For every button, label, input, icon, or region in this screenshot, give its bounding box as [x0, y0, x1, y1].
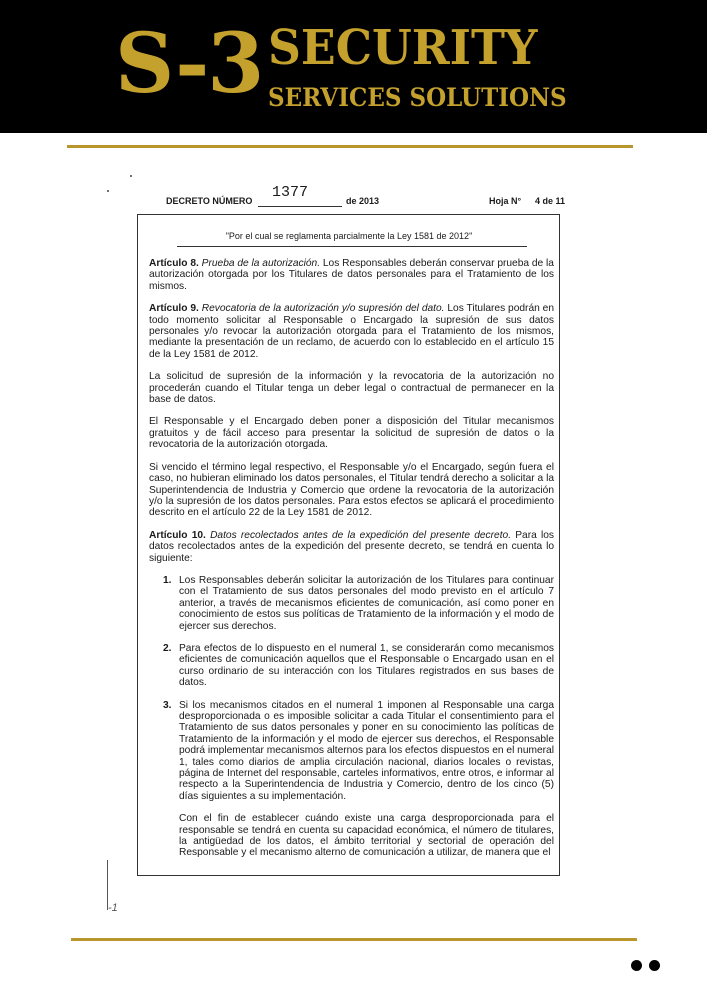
decree-subtitle: "Por el cual se reglamenta parcialmente la Ley 1581 de 2012" [225, 231, 473, 241]
divider-top [67, 145, 633, 148]
page-dot-icon[interactable] [631, 960, 642, 971]
article-label: Artículo 8. [149, 258, 199, 269]
article-label: Artículo 10. [149, 529, 206, 541]
logo-services-text: SERVICES SOLUTIONS [268, 83, 567, 112]
list-number: 3. [163, 699, 172, 711]
paragraph: Si vencido el término legal respectivo, el Responsable y/o el Encargado, según fuera el caso, no hubieran eliminado los datos personales, el Titular tendrá derecho a solicitar a la Superintendencia de Industria y Comercio que ordene la revocatoria de la autorización y/o la supresión de los datos personales. Para estos efectos se aplicará el procedimiento descrito en el artículo 22 de la Ley 1581 de 2012. [149, 461, 554, 519]
paragraph: La solicitud de supresión de la información y la revocatoria de la autorización no procederán cuando el Titular tenga un deber legal o contractual de permanecer en la base de datos. [149, 371, 554, 406]
logo-security-text: SECURITY [268, 20, 538, 76]
article-10 [149, 530, 554, 564]
margin-scribble: -1 [108, 902, 118, 914]
scan-speck [130, 175, 132, 177]
article-text: Para los datos recolectados antes de la expedición del presente decreto, se tendrá en cuenta lo siguiente: [149, 529, 554, 564]
article-title: Datos recolectados antes de la expedición del presente decreto. [210, 529, 512, 541]
list-text: Si los mecanismos citados en el numeral 1 imponen al Responsable una carga desproporcionada o es imposible solicitar a cada Titular el consentimiento para el Tratamiento de sus datos personales y poner en su conocimiento las políticas de Tratamiento de la información y el modo de ejercer sus derechos, el Responsable podrá implementar mecanismos alternos para los efectos dispuestos en el numeral 1, tales como diarios de amplia circulación nacional, diarios locales o revistas, página de Internet del responsable, carteles informativos, entre otros, e informar al respecto a la Superintendencia de Industria y Comercio, dentro de los cinco (5) días siguientes a su implementación. [179, 699, 554, 802]
decree-number: 1377 [272, 184, 309, 201]
article-text: Los Responsables deberán conservar prueba de la autorización otorgada por los Titulares de datos personales para el Tratamiento de los mismos. [149, 258, 554, 292]
logo-s3: S-3 [115, 16, 263, 112]
sheet-label: Hoja N° [489, 196, 522, 206]
article-label: Artículo 9. [149, 303, 199, 315]
list-item-continuation: Con el fin de establecer cuándo existe una carga desproporcionada para el responsable se tendrá en cuenta su capacidad económica, el número de titulares, la antigüedad de los datos, el ámbito territorial y sectorial de operación del Responsable y el mecanismo alterno de comunicación a utilizar, de manera que el [179, 813, 554, 859]
decree-number-underline [258, 206, 342, 207]
list-number: 2. [163, 642, 172, 654]
document-body [149, 258, 554, 870]
article-8 [149, 258, 554, 292]
list-item [149, 700, 554, 803]
subtitle-underline [177, 246, 527, 247]
list-text: Para efectos de lo dispuesto en el numeral 1, se considerarán como mecanismos eficientes de comunicación aquellos que el Responsable o Encargado usan en el curso ordinario de su interacción con los Titulares registrados en sus bases de datos. [179, 642, 554, 689]
list-text: Los Responsables deberán solicitar la autorización de los Titulares para continuar con el Tratamiento de sus datos personales del modo previsto en el artículo 7 anterior, a través de mecanismos eficientes de comunicación, así como poner en conocimiento de estos sus políticas de Tratamiento de la información y el modo de ejercer sus derechos. [179, 574, 554, 632]
list-number: 1. [163, 574, 172, 586]
scan-speck [107, 190, 109, 192]
decree-year: de 2013 [346, 196, 380, 206]
list-item [149, 575, 554, 632]
sheet-value: 4 de 11 [535, 196, 566, 206]
article-text: Los Titulares podrán en todo momento solicitar al Responsable o Encargado la supresión de sus datos personales y/o revocar la autorización otorgada para el Tratamiento de los mismos, mediante la presentación de un reclamo, de acuerdo con lo establecido en el artículo 15 de la Ley 1581 de 2012. [149, 303, 554, 360]
article-9 [149, 303, 554, 360]
decree-label: DECRETO NÚMERO [166, 196, 253, 206]
list-item [149, 643, 554, 689]
page-dot-icon[interactable] [649, 960, 660, 971]
paragraph: El Responsable y el Encargado deben poner a disposición del Titular mecanismos gratuitos y de fácil acceso para presentar la solicitud de supresión de datos o la revocatoria de la autorización otorgada. [149, 416, 554, 451]
article-title: Prueba de la autorización. [201, 258, 321, 269]
divider-bottom [71, 938, 637, 941]
header-banner [0, 0, 707, 133]
article-title: Revocatoria de la autorización y/o supresión del dato. [201, 303, 445, 315]
